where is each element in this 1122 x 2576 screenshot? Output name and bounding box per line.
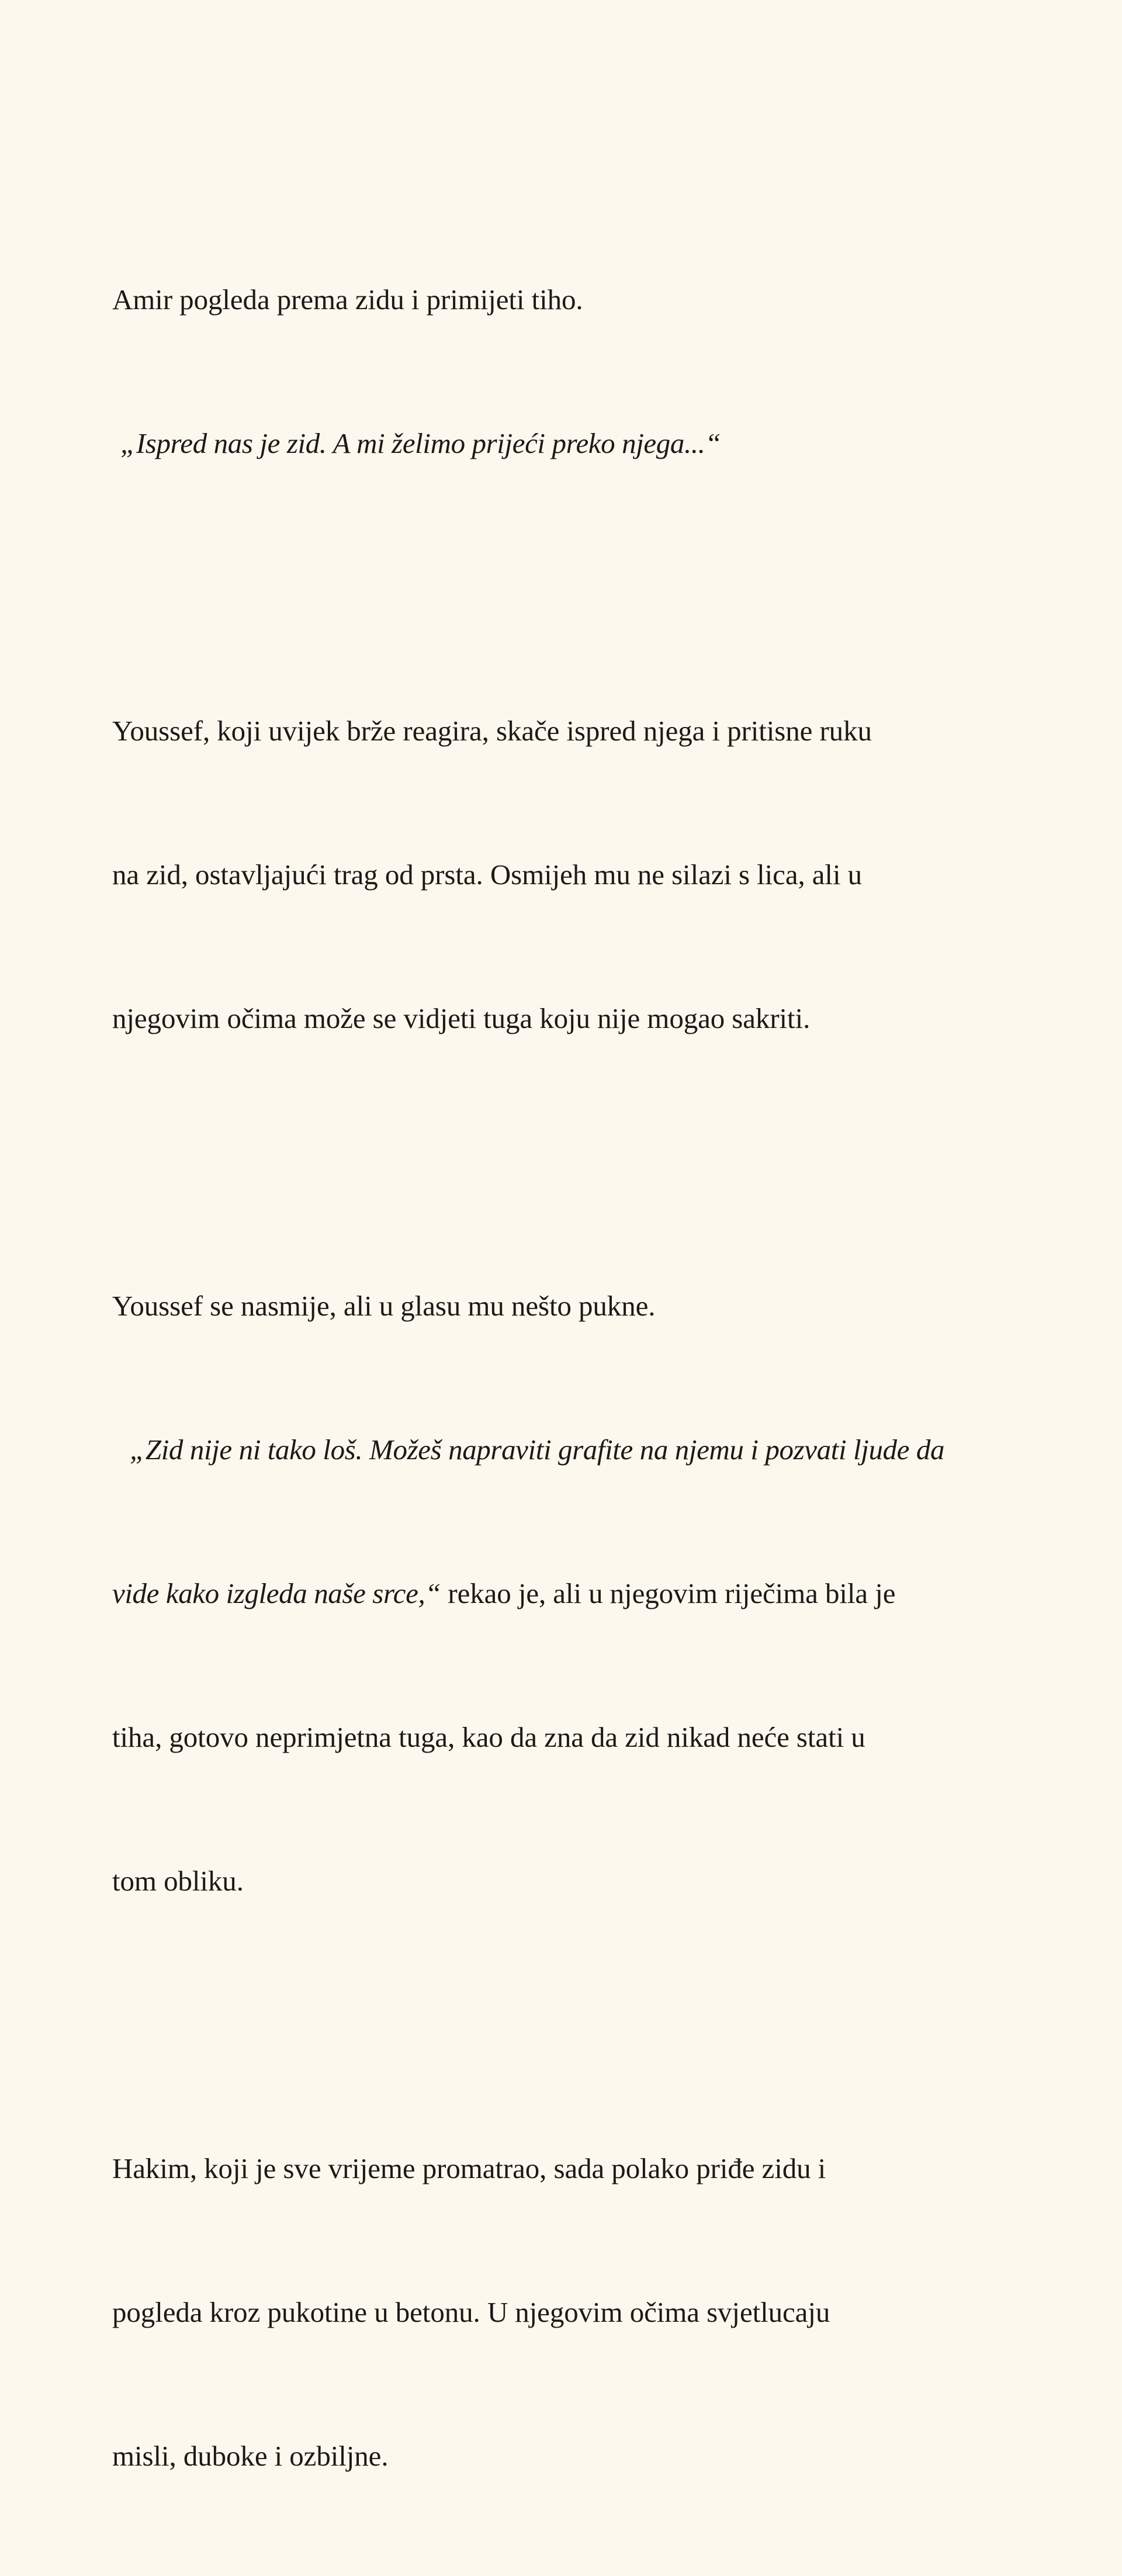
text-line: tom obliku. — [112, 1865, 244, 1897]
dialogue-line: „Zid nije ni tako loš. Možeš napraviti grafite na njemu i pozvati ljude da — [130, 1434, 945, 1466]
text-line: njegovim očima može se vidjeti tuga koju nije mogao sakriti. — [112, 1002, 811, 1034]
text-line: Amir pogleda prema zidu i primijeti tiho. — [112, 283, 583, 316]
text-line: pogleda kroz pukotine u betonu. U njegovim očima svjetlucaju — [112, 2296, 830, 2328]
paragraph-youssef-wall — [112, 611, 1024, 1138]
paragraph-amir — [112, 180, 1024, 563]
text-line: misli, duboke i ozbiljne. — [112, 2440, 389, 2472]
paragraph-gap — [112, 2001, 1024, 2049]
dialogue-fragment: vide kako izgleda naše srce,“ — [112, 1577, 441, 1609]
mixed-line — [112, 1570, 1024, 1618]
paragraph-youssef-laugh — [112, 1186, 1024, 2001]
text-line: Hakim, koji je sve vrijeme promatrao, sada polako priđe zidu i — [112, 2152, 826, 2184]
text-line: Youssef se nasmije, ali u glasu mu nešto pukne. — [112, 1290, 656, 1322]
text-line: tiha, gotovo neprimjetna tuga, kao da zna da zid nikad neće stati u — [112, 1721, 865, 1753]
paragraph-gap — [112, 563, 1024, 611]
paragraph-gap — [112, 1138, 1024, 1186]
narration-fragment: rekao je, ali u njegovim riječima bila je — [441, 1577, 896, 1609]
paragraph-hakim — [112, 2049, 1024, 2576]
story-text — [112, 180, 1024, 2576]
dialogue-line: „Ispred nas je zid. A mi želimo prijeći preko njega...“ — [120, 427, 721, 459]
text-line: Youssef, koji uvijek brže reagira, skače ispred njega i pritisne ruku — [112, 715, 872, 747]
text-line: na zid, ostavljajući trag od prsta. Osmijeh mu ne silazi s lica, ali u — [112, 858, 863, 891]
